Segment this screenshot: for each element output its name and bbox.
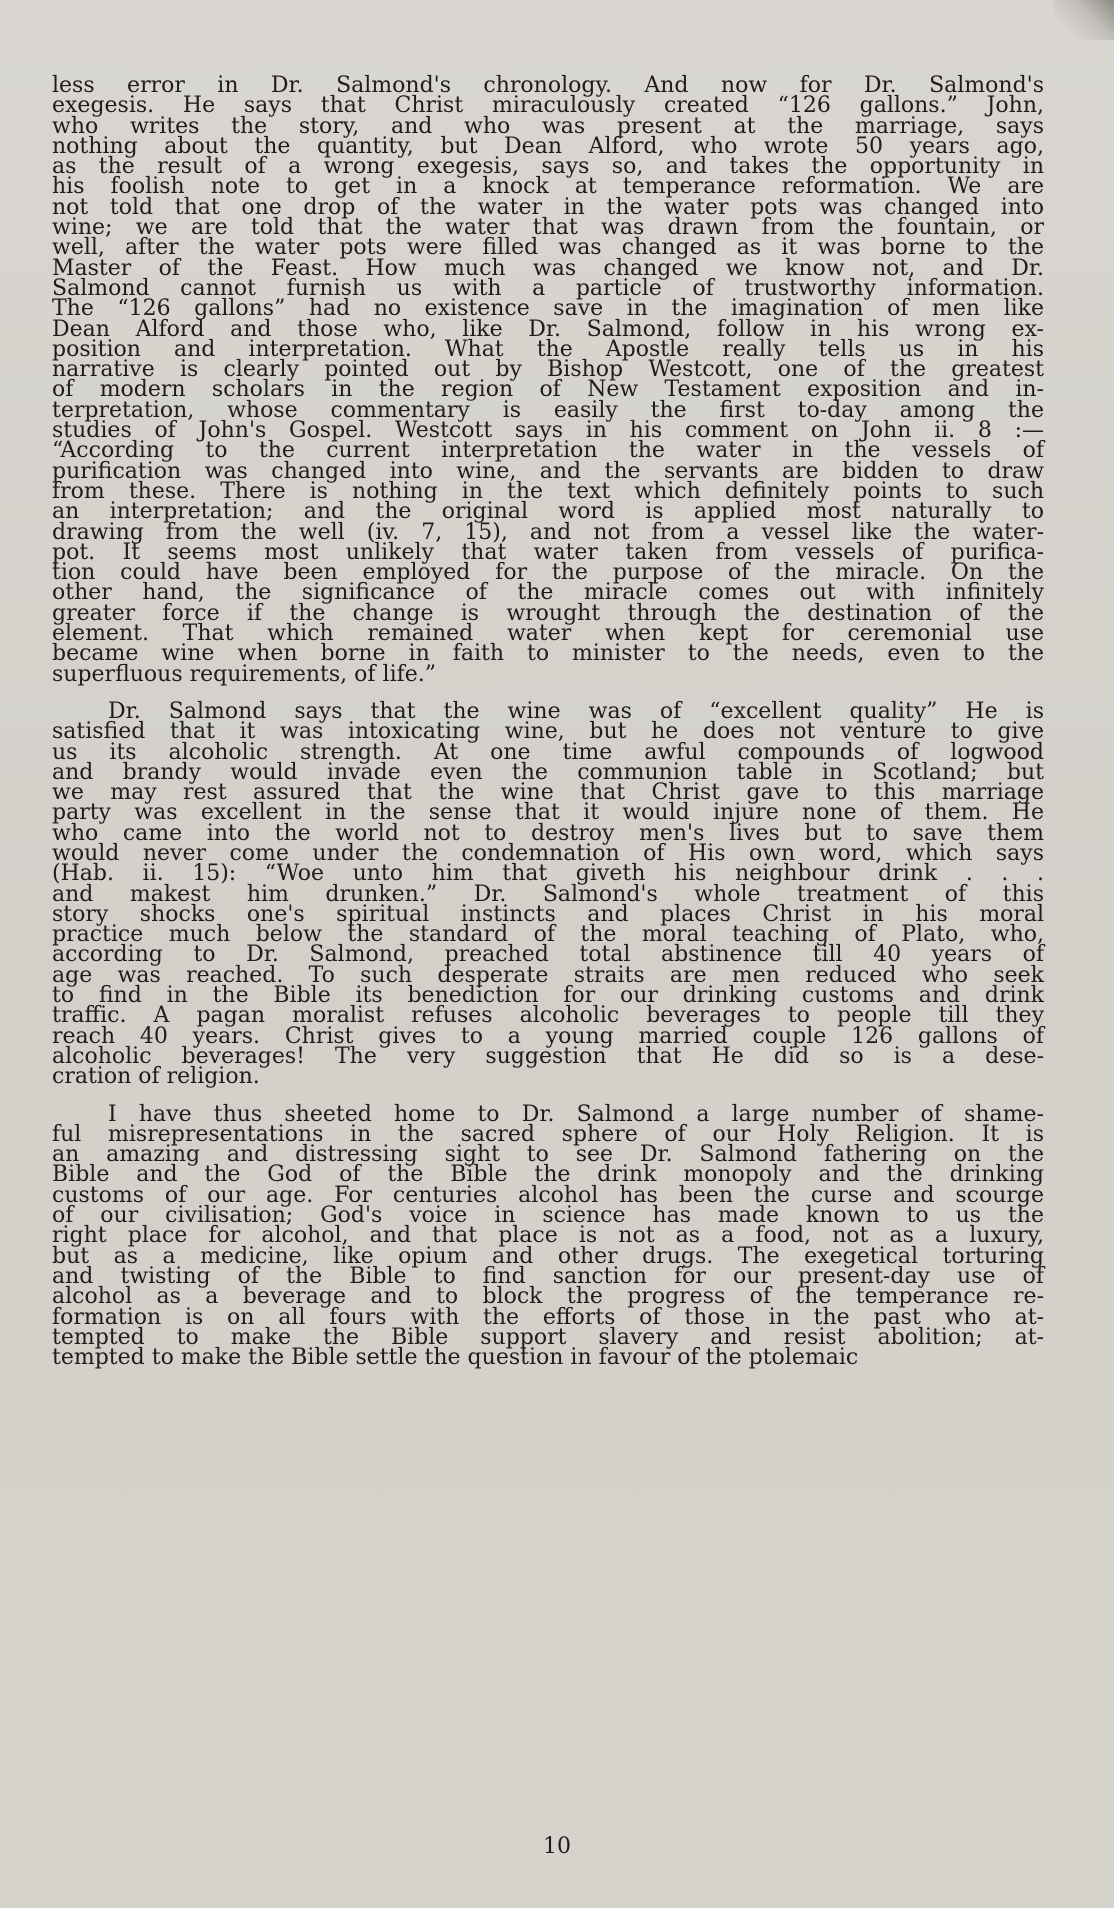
- text-line: became wine when borne in faith to minister to the needs, even to the: [52, 641, 1044, 667]
- text-line: “According to the current interpretation the water in the vessels of: [52, 438, 1044, 464]
- text-line: cration of religion.: [52, 1064, 260, 1090]
- text-line: purification was changed into wine, and the servants are bidden to draw: [52, 458, 1044, 484]
- text-line: Dean Alford and those who, like Dr. Salmond, follow in his wrong ex-: [52, 316, 1044, 342]
- text-line: Salmond cannot furnish us with a particle of trustworthy information.: [52, 275, 1044, 301]
- text-line: terpretation, whose commentary is easily the first to-day among the: [52, 397, 1044, 423]
- text-line: greater force if the change is wrought through the destination of the: [52, 600, 1044, 626]
- text-line: satisfied that it was intoxicating wine, but he does not venture to give: [52, 719, 1044, 745]
- text-line: narrative is clearly pointed out by Bishop Westcott, one of the greatest: [52, 357, 1044, 383]
- text-line: formation is on all fours with the efforts of those in the past who at-: [52, 1304, 1044, 1330]
- paragraph-1: [52, 73, 1044, 687]
- text-line: would never come under the condemnation of His own word, which says: [52, 840, 1044, 866]
- text-line: position and interpretation. What the Apostle really tells us in his: [52, 336, 1044, 362]
- text-line: age was reached. To such desperate straits are men reduced who seek: [52, 962, 1044, 988]
- text-line: studies of John's Gospel. Westcott says in his comment on John ii. 8 :—: [52, 418, 1044, 444]
- text-line: his foolish note to get in a knock at temperance reformation. We are: [52, 174, 1044, 200]
- text-line: to find in the Bible its benediction for our drinking customs and drink: [52, 983, 1044, 1009]
- text-line: exegesis. He says that Christ miraculously created “126 gallons.” John,: [52, 93, 1044, 119]
- text-line: other hand, the significance of the miracle comes out with infinitely: [52, 580, 1044, 606]
- text-line: we may rest assured that the wine that Christ gave to this marriage: [52, 780, 1044, 806]
- text-line: I have thus sheeted home to Dr. Salmond a large number of shame-: [108, 1101, 1044, 1127]
- text-line: Bible and the God of the Bible the drink monopoly and the drinking: [52, 1162, 1044, 1188]
- text-line: of our civilisation; God's voice in science has made known to us the: [52, 1203, 1044, 1229]
- text-line: and brandy would invade even the communion table in Scotland; but: [52, 759, 1044, 785]
- text-line: who writes the story, and who was present at the marriage, says: [52, 113, 1044, 139]
- text-line: from these. There is nothing in the text which definitely points to such: [52, 478, 1044, 504]
- text-line: alcoholic beverages! The very suggestion that He did so is a dese-: [52, 1043, 1044, 1069]
- text-line: of modern scholars in the region of New Testament exposition and in-: [52, 377, 1044, 403]
- text-line: not told that one drop of the water in the water pots was changed into: [52, 194, 1044, 220]
- body-text: [52, 73, 1044, 1371]
- text-line: Dr. Salmond says that the wine was of “excellent quality” He is: [108, 698, 1044, 724]
- text-line: traffic. A pagan moralist refuses alcoholic beverages to people till they: [52, 1003, 1044, 1029]
- text-line: pot. It seems most unlikely that water taken from vessels of purifica-: [52, 539, 1044, 565]
- text-line: story shocks one's spiritual instincts and places Christ in his moral: [52, 901, 1044, 927]
- text-line: us its alcoholic strength. At one time awful compounds of logwood: [52, 739, 1044, 765]
- text-line: an interpretation; and the original word is applied most naturally to: [52, 499, 1044, 525]
- text-line: element. That which remained water when kept for ceremonial use: [52, 621, 1044, 647]
- text-line: tempted to make the Bible settle the question in favour of the ptolemaic: [52, 1345, 859, 1371]
- page-number: 10: [543, 1834, 571, 1859]
- text-line: right place for alcohol, and that place is not as a food, not as a luxury,: [52, 1223, 1044, 1249]
- text-line: (Hab. ii. 15): “Woe unto him that giveth his neighbour drink . . .: [52, 861, 1044, 887]
- text-line: tempted to make the Bible support slavery and resist abolition; at-: [52, 1324, 1044, 1350]
- text-line: well, after the water pots were filled was changed as it was borne to the: [52, 235, 1044, 261]
- text-line: tion could have been employed for the purpose of the miracle. On the: [52, 560, 1044, 586]
- text-line: reach 40 years. Christ gives to a young married couple 126 gallons of: [52, 1023, 1044, 1049]
- text-line: drawing from the well (iv. 7, 15), and not from a vessel like the water-: [52, 519, 1044, 545]
- text-line: wine; we are told that the water that was drawn from the fountain, or: [52, 215, 1044, 241]
- text-line: and twisting of the Bible to find sanction for our present-day use of: [52, 1263, 1044, 1289]
- text-line: according to Dr. Salmond, preached total abstinence till 40 years of: [52, 942, 1044, 968]
- text-line: Master of the Feast. How much was changed we know not, and Dr.: [52, 255, 1044, 281]
- text-line: party was excellent in the sense that it would injure none of them. He: [52, 800, 1044, 826]
- text-line: less error in Dr. Salmond's chronology. And now for Dr. Salmond's: [52, 73, 1044, 98]
- paragraph-2: [52, 698, 1044, 1090]
- text-line: but as a medicine, like opium and other drugs. The exegetical torturing: [52, 1243, 1044, 1269]
- paragraph-3: [52, 1101, 1044, 1371]
- text-line: and makest him drunken.” Dr. Salmond's whole treatment of this: [52, 881, 1044, 907]
- text-line: nothing about the quantity, but Dean Alford, who wrote 50 years ago,: [52, 133, 1044, 159]
- page-corner-shadow: [1054, 0, 1114, 40]
- text-line: practice much below the standard of the moral teaching of Plato, who,: [52, 922, 1044, 948]
- text-line: an amazing and distressing sight to see Dr. Salmond fathering on the: [52, 1142, 1044, 1168]
- text-line: as the result of a wrong exegesis, says so, and takes the opportunity in: [52, 154, 1044, 180]
- text-line: who came into the world not to destroy men's lives but to save them: [52, 820, 1044, 846]
- text-line: alcohol as a beverage and to block the progress of the temperance re-: [52, 1284, 1044, 1310]
- text-line: The “126 gallons” had no existence save in the imagination of men like: [52, 296, 1044, 322]
- text-line: ful misrepresentations in the sacred sphere of our Holy Religion. It is: [52, 1121, 1044, 1147]
- text-line: customs of our age. For centuries alcohol has been the curse and scourge: [52, 1182, 1044, 1208]
- text-line: superfluous requirements, of life.”: [52, 661, 437, 687]
